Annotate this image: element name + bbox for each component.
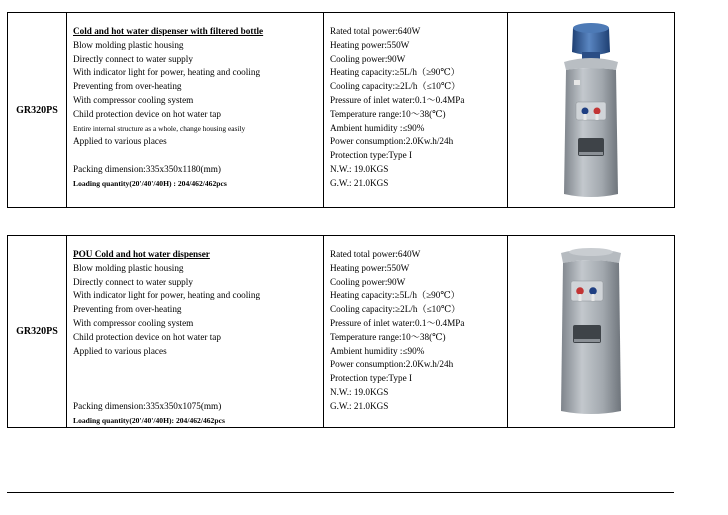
product-title: Cold and hot water dispenser with filtered bottle [73, 26, 264, 36]
feature-note: Entire internal structure as a whole, change housing easily [73, 123, 246, 133]
photo-cell [508, 13, 675, 208]
model-cell [8, 236, 67, 428]
spec-item: Ambient humidity :≤90% [330, 345, 425, 356]
feature-item: Preventing from over-heating [73, 304, 182, 315]
feature-item: Blow molding plastic housing [73, 262, 184, 273]
spec-item: Cooling capacity:≥2L/h（≤10℃） [330, 81, 461, 92]
spec-item: Temperature range:10～38(℃) [330, 108, 446, 119]
spec-item: Power consumption:2.0Kw.h/24h [330, 359, 454, 370]
feature-item: With indicator light for power, heating and cooling [73, 67, 261, 78]
spec-item: Ambient humidity :≤90% [330, 122, 425, 133]
spec-item: Temperature range:10～38(℃) [330, 331, 446, 342]
spec-item: Protection type:Type I [330, 373, 413, 384]
spec-item: Heating power:550W [330, 39, 410, 50]
spec-item: Pressure of inlet water:0.1～0.4MPa [330, 317, 465, 328]
feature-item: Child protection device on hot water tap [73, 108, 221, 119]
description-cell [67, 13, 324, 208]
spec-item: Protection type:Type I [330, 150, 413, 161]
loading-quantity: Loading quantity(20'/40'/40H): 204/462/462pcs [73, 415, 225, 425]
feature-item: With compressor cooling system [73, 94, 194, 105]
spec-item: Heating power:550W [330, 262, 410, 273]
spec-item: Power consumption:2.0Kw.h/24h [330, 136, 454, 147]
feature-item: Applied to various places [73, 136, 167, 147]
spec-item: Pressure of inlet water:0.1～0.4MPa [330, 94, 465, 105]
model-cell [8, 13, 67, 208]
photo-cell [508, 236, 675, 428]
spec-item: Rated total power:640W [330, 249, 421, 259]
pou-water-dispenser-image [551, 243, 631, 421]
bottom-divider [7, 492, 674, 493]
model-number: GR320PS [16, 326, 58, 338]
product-title: POU Cold and hot water dispenser [73, 249, 210, 259]
description-cell [67, 236, 324, 428]
spec-item: Cooling power:90W [330, 276, 406, 287]
loading-quantity: Loading quantity(20'/40'/40H) : 204/462/462pcs [73, 178, 227, 188]
packing-dimension: Packing dimension:335x350x1180(mm) [73, 163, 221, 174]
spec-item: Cooling capacity:≥2L/h（≤10℃） [330, 304, 461, 315]
spec-item: N.W.: 19.0KGS [330, 386, 389, 397]
spec-item: N.W.: 19.0KGS [330, 163, 389, 174]
spec-item: Cooling power:90W [330, 53, 406, 64]
spec-item: G.W.: 21.0KGS [330, 177, 389, 188]
spec-item: Heating capacity:≥5L/h（≥90℃） [330, 290, 460, 301]
specs-cell [324, 236, 508, 428]
spec-item: Rated total power:640W [330, 26, 421, 36]
feature-item: Directly connect to water supply [73, 276, 193, 287]
spec-item: G.W.: 21.0KGS [330, 400, 389, 411]
product-table-2 [7, 235, 675, 428]
water-dispenser-with-bottle-image [546, 18, 636, 203]
model-number: GR320PS [16, 104, 58, 116]
feature-item: With compressor cooling system [73, 317, 194, 328]
feature-item: Child protection device on hot water tap [73, 331, 221, 342]
feature-item: Directly connect to water supply [73, 53, 193, 64]
packing-dimension: Packing dimension:335x350x1075(mm) [73, 400, 222, 411]
feature-item: Applied to various places [73, 345, 167, 356]
feature-item: Blow molding plastic housing [73, 39, 184, 50]
feature-item: With indicator light for power, heating and cooling [73, 290, 261, 301]
spec-item: Heating capacity:≥5L/h（≥90℃） [330, 67, 460, 78]
product-table-1 [7, 12, 675, 208]
feature-item: Preventing from over-heating [73, 81, 182, 92]
specs-cell [324, 13, 508, 208]
